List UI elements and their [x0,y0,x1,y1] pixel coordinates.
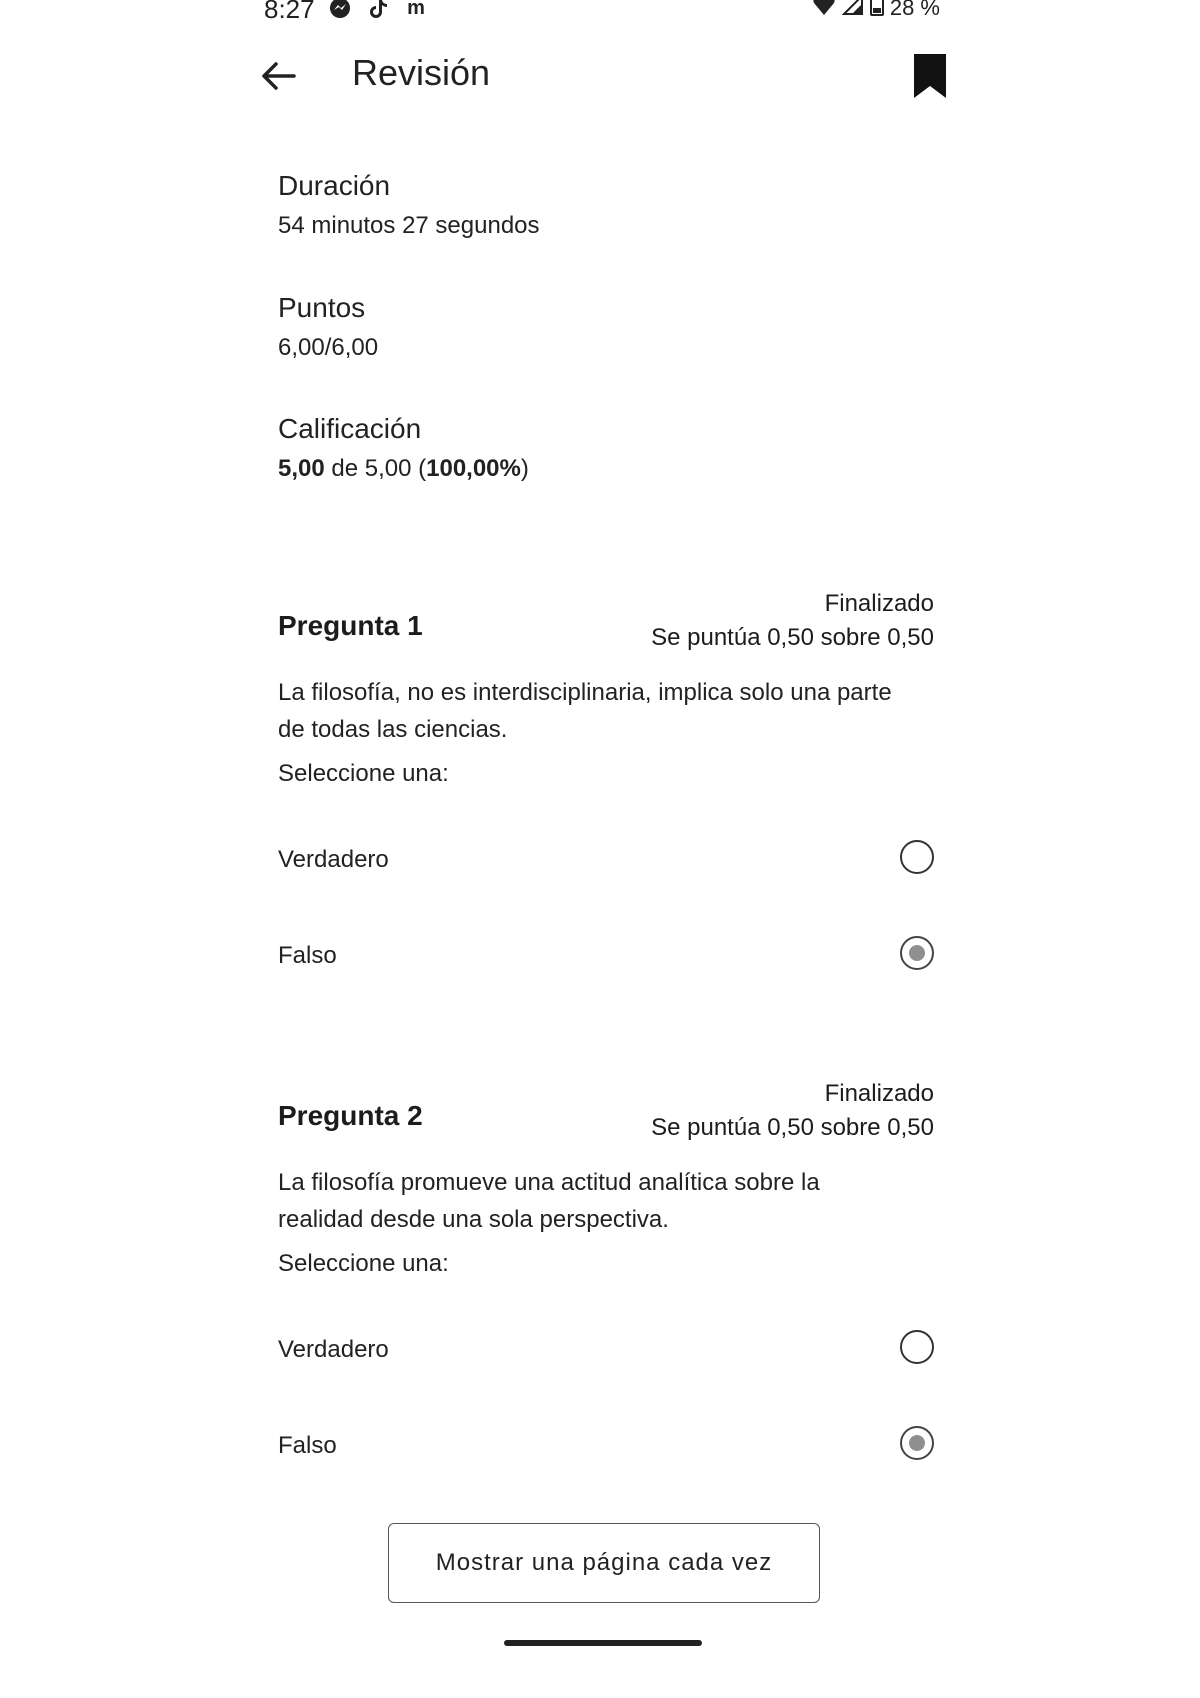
option-verdadero[interactable] [278,1322,934,1378]
question-score: Se puntúa 0,50 sobre 0,50 [651,1114,934,1141]
radio-button-selected[interactable] [900,936,934,970]
points-field [278,292,378,362]
radio-button[interactable] [900,840,934,874]
option-label: Falso [278,942,337,969]
gesture-nav-handle[interactable] [504,1640,702,1646]
bookmark-icon [910,52,950,100]
grade-label: Calificación [278,413,422,444]
arrow-left-icon [256,54,300,98]
question-score: Se puntúa 0,50 sobre 0,50 [651,624,934,651]
grade-field [278,413,529,483]
radio-button[interactable] [900,1330,934,1364]
question-prompt: Seleccione una: [278,760,449,787]
question-prompt: Seleccione una: [278,1250,449,1277]
option-label: Verdadero [278,846,389,873]
question-title: Pregunta 1 [278,610,423,641]
option-label: Verdadero [278,1336,389,1363]
tiktok-icon [366,0,390,20]
option-label: Falso [278,1432,337,1459]
grade-out-of: de 5,00 ( [324,455,427,482]
grade-close-paren: ) [520,455,529,482]
grade-percent: 100,00% [426,455,521,482]
radio-button-selected[interactable] [900,1426,934,1460]
grade-score: 5,00 [278,455,325,482]
duration-label: Duración [278,170,391,201]
option-falso[interactable] [278,928,934,984]
app-bar [250,44,960,108]
question-title: Pregunta 2 [278,1100,423,1131]
duration-field [278,170,540,240]
question-text: La filosofía, no es interdisciplinaria, implica solo una parte de todas las ciencias. [278,679,892,743]
question-card [250,570,962,990]
option-verdadero[interactable] [278,832,934,888]
battery-percent: 28 % [889,0,940,20]
points-value: 6,00/6,00 [278,334,379,361]
moodle-icon: m [407,0,425,19]
question-state: Finalizado [824,1080,934,1107]
grade-value [278,455,529,483]
page-title: Revisión [352,52,491,93]
show-one-page-button[interactable]: Mostrar una página cada vez [388,1523,820,1603]
option-falso[interactable] [278,1418,934,1474]
messenger-icon [328,0,352,20]
status-bar [264,0,940,24]
question-state: Finalizado [824,590,934,617]
attempt-summary-card [250,118,962,518]
question-header [278,590,934,660]
question-text: La filosofía promueve una actitud analítica sobre la realidad desde una sola perspectiva. [278,1169,820,1233]
question-header [278,1080,934,1150]
duration-value: 54 minutos 27 segundos [278,212,540,239]
status-time: 8:27 [264,0,315,24]
system-icons [812,0,940,22]
question-card [250,1060,962,1490]
notification-icons [328,0,428,20]
back-button[interactable] [256,54,300,98]
points-label: Puntos [278,292,366,323]
signal-icon [842,0,864,22]
bookmark-button[interactable] [910,52,950,100]
heart-icon [812,0,836,22]
battery-icon [870,0,884,22]
